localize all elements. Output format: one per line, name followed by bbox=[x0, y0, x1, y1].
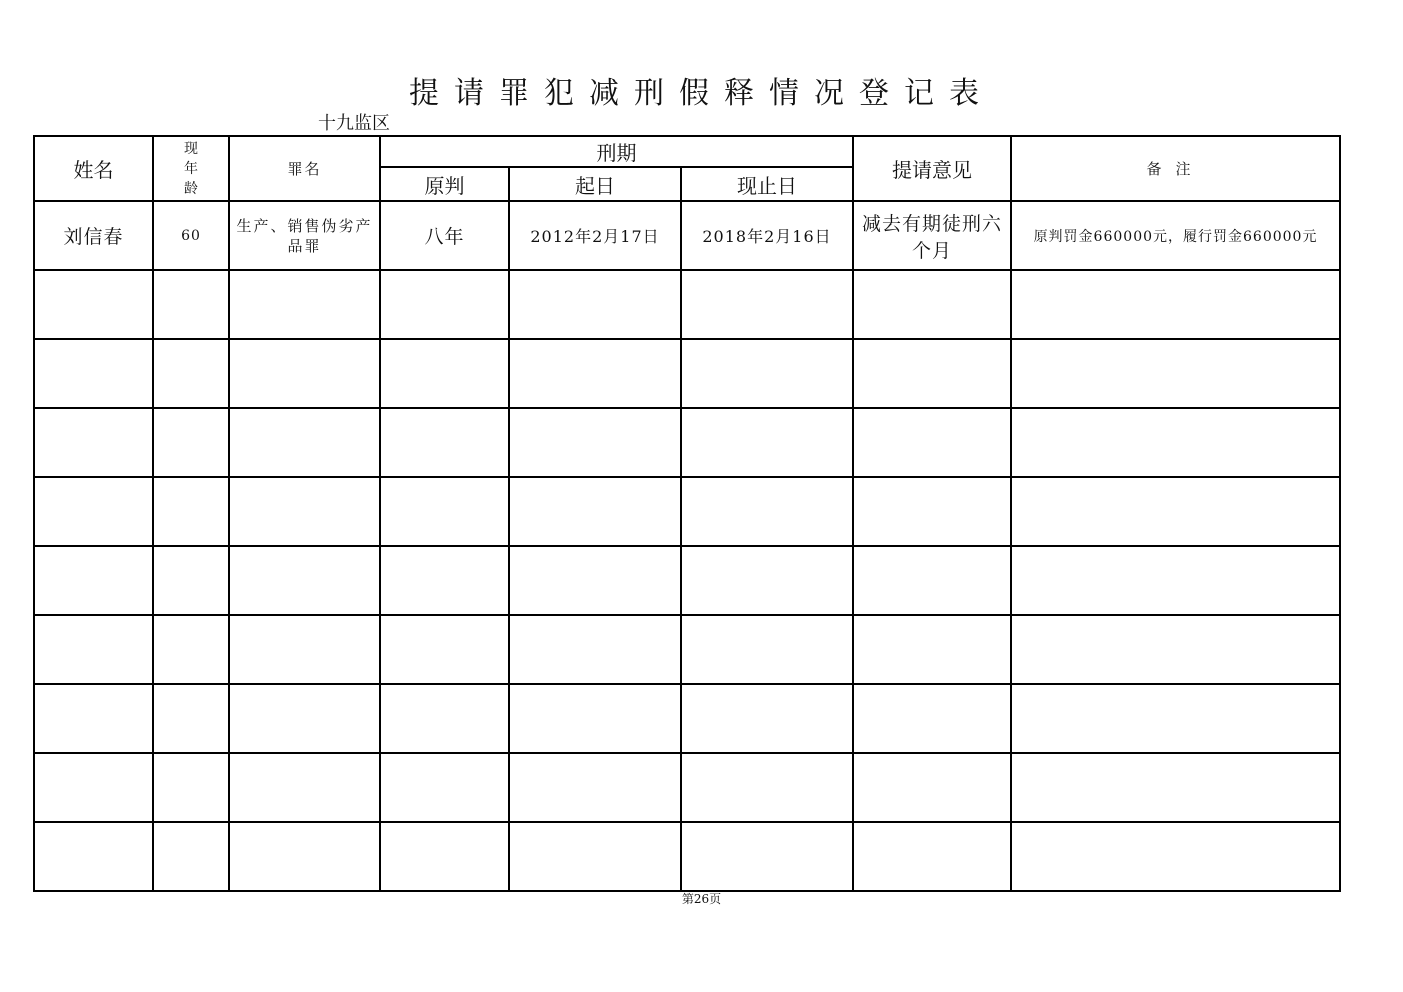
empty-cell bbox=[1011, 822, 1340, 891]
empty-cell bbox=[681, 408, 853, 477]
empty-cell bbox=[853, 615, 1011, 684]
empty-cell bbox=[34, 408, 153, 477]
header-remarks: 备注 bbox=[1011, 136, 1340, 201]
table-row-empty bbox=[34, 822, 1340, 891]
cell-original: 八年 bbox=[380, 201, 509, 270]
empty-cell bbox=[229, 615, 380, 684]
empty-cell bbox=[853, 408, 1011, 477]
empty-cell bbox=[853, 822, 1011, 891]
empty-cell bbox=[853, 270, 1011, 339]
empty-cell bbox=[380, 615, 509, 684]
cell-age: 60 bbox=[153, 201, 229, 270]
empty-cell bbox=[34, 822, 153, 891]
empty-cell bbox=[853, 684, 1011, 753]
header-age-line1: 现 bbox=[184, 140, 198, 157]
empty-cell bbox=[509, 615, 681, 684]
header-age-line3: 龄 bbox=[184, 180, 198, 197]
header-name: 姓名 bbox=[34, 136, 153, 201]
header-age-line2: 年 bbox=[184, 160, 198, 177]
empty-cell bbox=[380, 822, 509, 891]
empty-cell bbox=[509, 477, 681, 546]
empty-cell bbox=[853, 477, 1011, 546]
cell-name: 刘信春 bbox=[34, 201, 153, 270]
empty-cell bbox=[34, 339, 153, 408]
empty-cell bbox=[681, 615, 853, 684]
header-age bbox=[153, 136, 229, 201]
empty-cell bbox=[229, 753, 380, 822]
table-row bbox=[34, 201, 1340, 270]
table-row-empty bbox=[34, 684, 1340, 753]
empty-cell bbox=[153, 270, 229, 339]
registration-table bbox=[33, 135, 1341, 892]
cell-start: 2012年2月17日 bbox=[509, 201, 681, 270]
header-start: 起日 bbox=[509, 167, 681, 201]
header-end: 现止日 bbox=[681, 167, 853, 201]
empty-cell bbox=[153, 753, 229, 822]
empty-cell bbox=[229, 477, 380, 546]
empty-cell bbox=[681, 477, 853, 546]
empty-cell bbox=[681, 546, 853, 615]
empty-cell bbox=[1011, 546, 1340, 615]
empty-cell bbox=[681, 684, 853, 753]
cell-end: 2018年2月16日 bbox=[681, 201, 853, 270]
empty-cell bbox=[153, 615, 229, 684]
table-row-empty bbox=[34, 546, 1340, 615]
empty-cell bbox=[380, 546, 509, 615]
header-opinion: 提请意见 bbox=[853, 136, 1011, 201]
empty-cell bbox=[380, 684, 509, 753]
table-row-empty bbox=[34, 753, 1340, 822]
empty-cell bbox=[34, 546, 153, 615]
header-crime: 罪名 bbox=[229, 136, 380, 201]
empty-cell bbox=[153, 684, 229, 753]
empty-cell bbox=[229, 339, 380, 408]
table-row-empty bbox=[34, 270, 1340, 339]
empty-cell bbox=[34, 270, 153, 339]
empty-cell bbox=[229, 684, 380, 753]
table-row-empty bbox=[34, 615, 1340, 684]
cell-opinion: 减去有期徒刑六个月 bbox=[853, 201, 1011, 270]
empty-cell bbox=[153, 546, 229, 615]
page-number: 第26页 bbox=[681, 892, 722, 906]
empty-cell bbox=[34, 753, 153, 822]
empty-cell bbox=[681, 822, 853, 891]
empty-cell bbox=[509, 546, 681, 615]
document-title: 提请罪犯减刑假释情况登记表 bbox=[409, 76, 994, 111]
header-original: 原判 bbox=[380, 167, 509, 201]
empty-cell bbox=[229, 822, 380, 891]
empty-cell bbox=[34, 477, 153, 546]
empty-cell bbox=[1011, 477, 1340, 546]
empty-cell bbox=[853, 753, 1011, 822]
table-row-empty bbox=[34, 408, 1340, 477]
empty-cell bbox=[229, 546, 380, 615]
table-row-empty bbox=[34, 477, 1340, 546]
empty-cell bbox=[34, 615, 153, 684]
empty-cell bbox=[681, 270, 853, 339]
empty-cell bbox=[153, 477, 229, 546]
empty-cell bbox=[509, 339, 681, 408]
empty-cell bbox=[509, 270, 681, 339]
empty-cell bbox=[153, 822, 229, 891]
empty-cell bbox=[1011, 339, 1340, 408]
district-label: 十九监区 bbox=[318, 113, 390, 134]
empty-cell bbox=[34, 684, 153, 753]
empty-cell bbox=[853, 339, 1011, 408]
empty-cell bbox=[1011, 684, 1340, 753]
empty-cell bbox=[153, 339, 229, 408]
empty-cell bbox=[509, 822, 681, 891]
empty-cell bbox=[380, 408, 509, 477]
table-row-empty bbox=[34, 339, 1340, 408]
empty-cell bbox=[509, 753, 681, 822]
empty-cell bbox=[153, 408, 229, 477]
empty-cell bbox=[380, 753, 509, 822]
empty-cell bbox=[380, 270, 509, 339]
cell-crime: 生产、销售伪劣产品罪 bbox=[229, 201, 380, 270]
empty-cell bbox=[1011, 270, 1340, 339]
empty-cell bbox=[509, 684, 681, 753]
empty-cell bbox=[681, 339, 853, 408]
cell-remarks: 原判罚金660000元，履行罚金660000元 bbox=[1011, 201, 1340, 270]
empty-cell bbox=[1011, 615, 1340, 684]
empty-cell bbox=[380, 477, 509, 546]
header-sentence: 刑期 bbox=[380, 136, 853, 167]
empty-cell bbox=[509, 408, 681, 477]
empty-cell bbox=[380, 339, 509, 408]
empty-cell bbox=[229, 408, 380, 477]
empty-cell bbox=[681, 753, 853, 822]
header-row-top bbox=[34, 136, 1340, 167]
empty-cell bbox=[853, 546, 1011, 615]
empty-cell bbox=[1011, 408, 1340, 477]
empty-cell bbox=[229, 270, 380, 339]
empty-cell bbox=[1011, 753, 1340, 822]
